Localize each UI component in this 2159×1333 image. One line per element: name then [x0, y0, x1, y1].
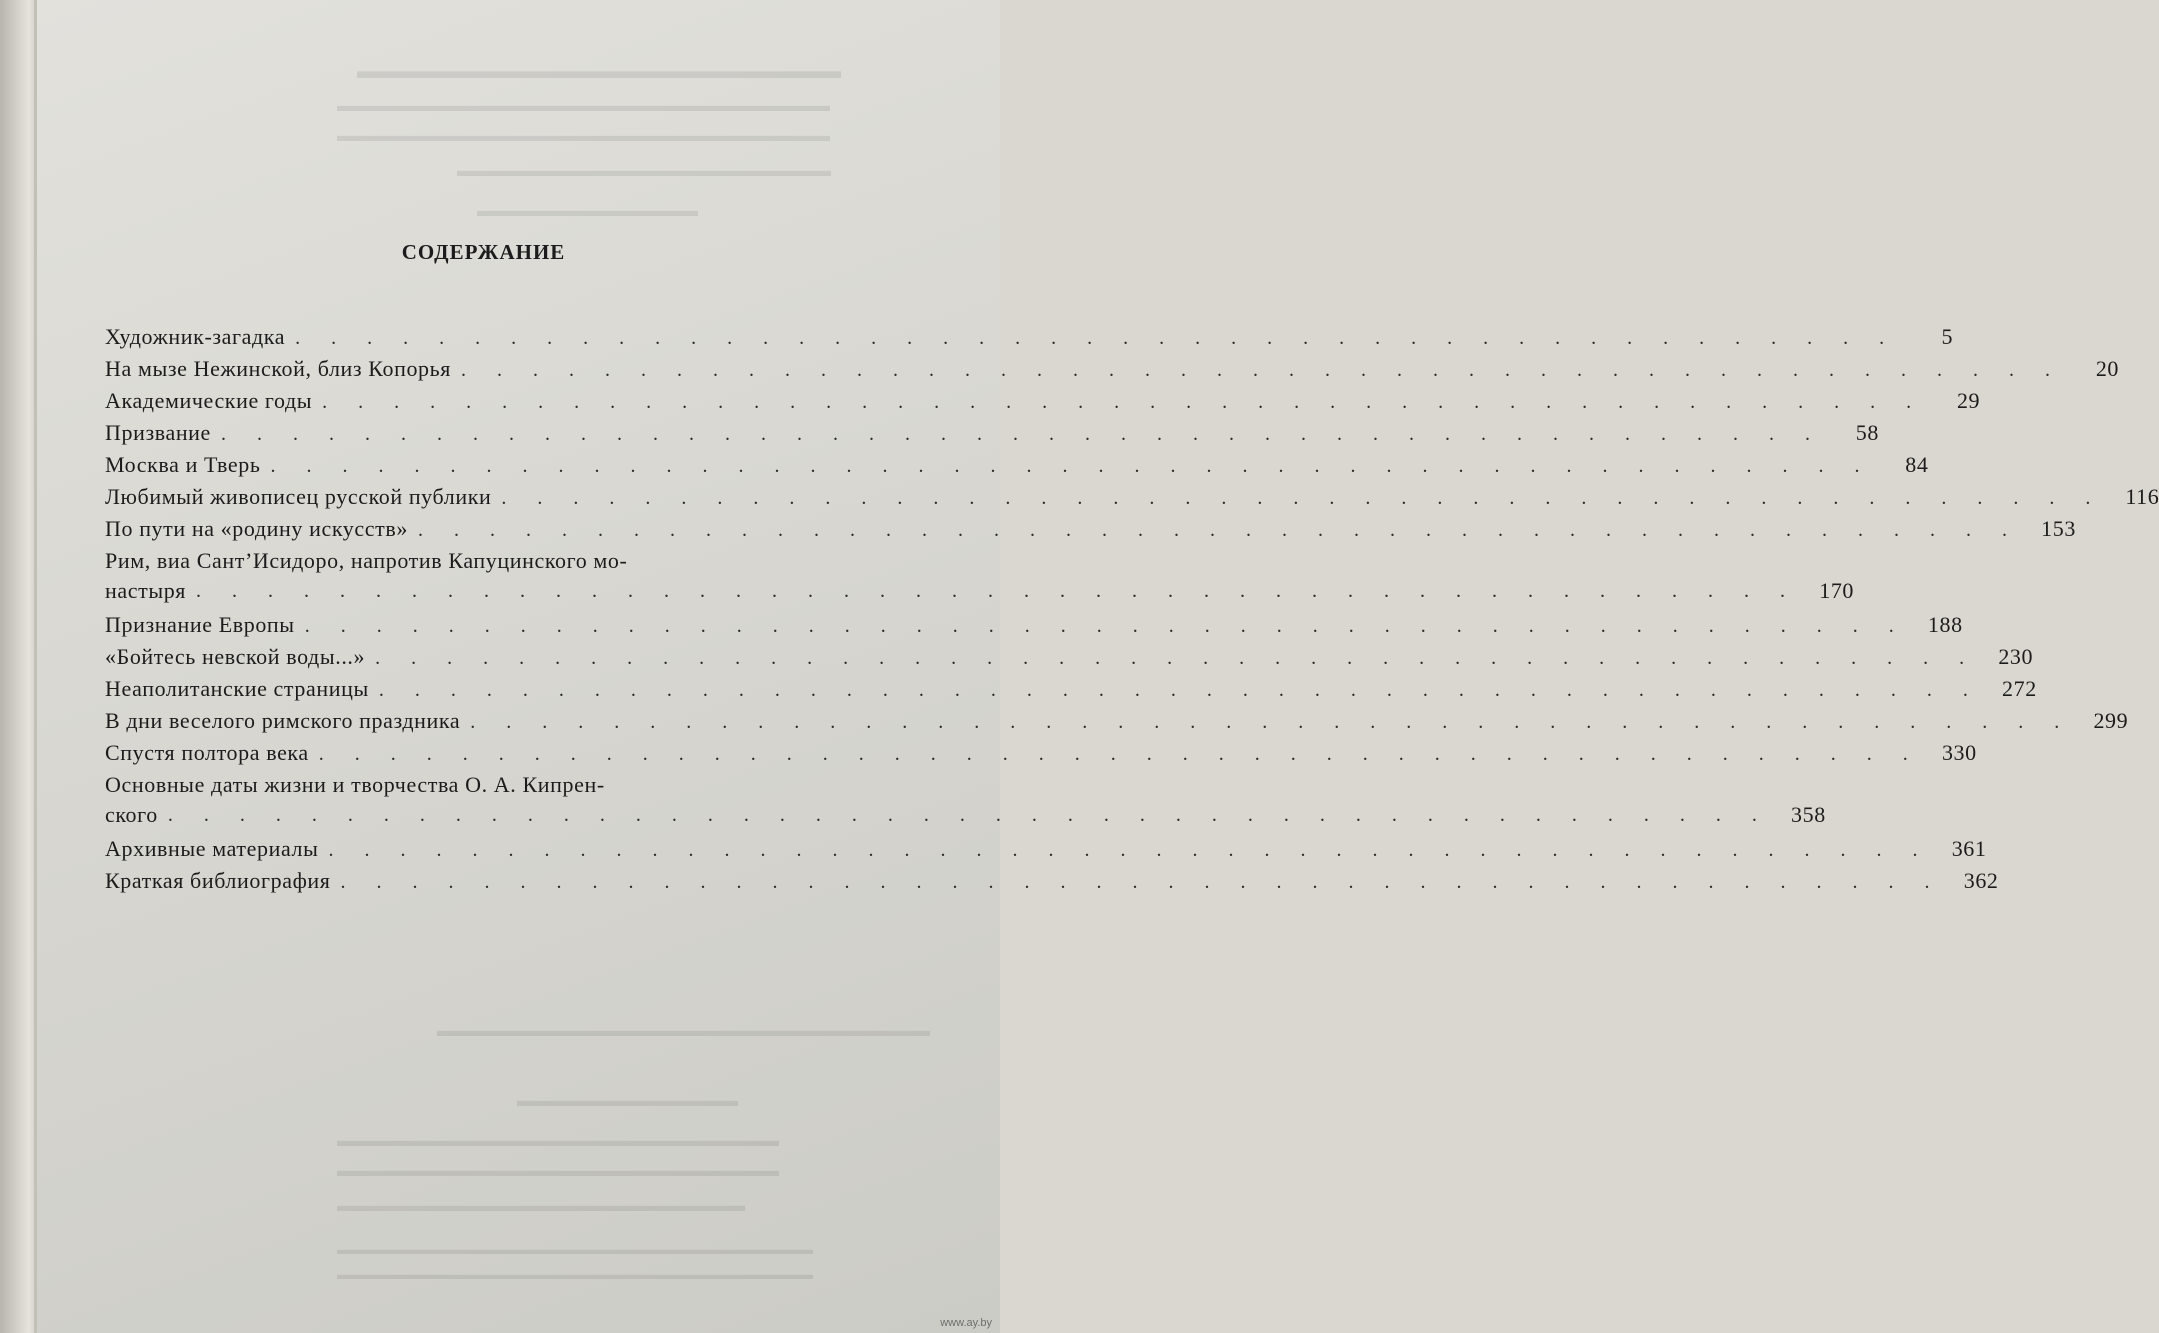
toc-entry-title: Признание Европы [105, 612, 295, 637]
show-through-text: ▬▬▬▬▬▬▬▬▬▬▬▬▬▬▬▬▬▬▬▬▬▬▬▬▬▬▬▬▬▬▬▬▬▬ [337, 1268, 813, 1283]
toc-entry [105, 766, 1826, 830]
toc-entry-title-continued: ского [105, 802, 158, 827]
toc-entry [105, 446, 1929, 478]
toc-dot-leader: . . . . . . . . . . . . . . . . . . . . . . . . . . . . . . . . . . . . . . . . . . . . . [220, 423, 1823, 445]
toc-page-number: 20 [2095, 356, 2120, 381]
toc-page-number: 5 [1941, 324, 1954, 349]
page-title [37, 240, 1000, 265]
toc-page-number: 29 [1956, 388, 1981, 413]
toc-entry [105, 478, 2159, 510]
show-through-text: ▬▬▬▬▬▬▬▬▬▬▬▬▬ [517, 1091, 738, 1110]
toc-entry [105, 638, 2034, 670]
toc-entry-title: Призвание [105, 420, 211, 445]
show-through-text: ▬▬▬▬▬▬▬▬▬▬▬▬▬▬▬▬▬▬▬▬▬▬▬▬▬▬▬▬▬▬▬▬▬▬ [337, 1243, 813, 1258]
toc-page-number: 299 [2093, 708, 2129, 733]
show-through-text: ▬▬▬▬▬▬▬▬▬▬▬▬▬▬▬▬▬▬▬▬▬▬▬▬▬▬▬▬▬ [337, 126, 830, 145]
toc-dot-leader: . . . . . . . . . . . . . . . . . . . . . . . . . . . . . . . . . . . . . . . . . . . . . [304, 615, 1907, 637]
toc-entry-title: Спустя полтора века [105, 740, 309, 765]
toc-entry [105, 350, 2120, 382]
toc-dot-leader: . . . . . . . . . . . . . . . . . . . . . . . . . . . . . . . . . . . . . . . . . . . . . [501, 487, 2104, 509]
show-through-text: ▬▬▬▬▬▬▬▬▬▬▬▬▬▬▬▬▬▬▬▬▬▬▬▬▬▬ [337, 1131, 779, 1150]
toc-entry [105, 862, 1999, 894]
toc-dot-leader: . . . . . . . . . . . . . . . . . . . . . . . . . . . . . . . . . . . . . . . . . . . . . [417, 519, 2020, 541]
toc-dot-leader: . . . . . . . . . . . . . . . . . . . . . . . . . . . . . . . . . . . . . . . . . . . . . [196, 580, 1799, 602]
contents-heading: СОДЕРЖАНИЕ [401, 240, 566, 264]
toc-entry [105, 382, 1981, 414]
toc-dot-leader: . . . . . . . . . . . . . . . . . . . . . . . . . . . . . . . . . . . . . . . . . . . . . [461, 359, 2064, 381]
toc-dot-leader: . . . . . . . . . . . . . . . . . . . . . . . . . . . . . . . . . . . . . . . . . . . . . [322, 391, 1925, 413]
toc-entry-title: Неаполитанские страницы [105, 676, 369, 701]
toc-entry-title: Рим, виа Сант’Исидоро, напротив Капуцинского мо- [105, 548, 628, 573]
toc-entry [105, 606, 1963, 638]
show-through-text: ▬▬▬▬▬▬▬▬▬▬▬▬▬▬▬▬▬▬▬▬▬▬▬▬▬▬▬▬▬ [337, 96, 830, 115]
toc-entry-title: По пути на «родину искусств» [105, 516, 408, 541]
watermark: www.ay.by [940, 1317, 992, 1329]
toc-page-number: 58 [1855, 420, 1879, 445]
toc-entry-title: Художник-загадка [105, 324, 286, 349]
toc-dot-leader: . . . . . . . . . . . . . . . . . . . . . . . . . . . . . . . . . . . . . . . . . . . . . [470, 711, 2073, 733]
toc-entry-title-continued: настыря [105, 578, 187, 603]
toc-dot-leader: . . . . . . . . . . . . . . . . . . . . . . . . . . . . . . . . . . . . . . . . . . . . . [167, 804, 1770, 826]
toc-dot-leader: . . . . . . . . . . . . . . . . . . . . . . . . . . . . . . . . . . . . . . . . . . . . . [340, 871, 1943, 893]
toc-page-number: 153 [2041, 516, 2076, 541]
toc-page-number: 330 [1941, 740, 1977, 765]
show-through-text: ▬▬▬▬▬▬▬▬▬▬▬▬▬ [477, 201, 698, 220]
toc-entry [105, 830, 1987, 862]
show-through-text: ▬▬▬▬▬▬▬▬▬▬▬▬▬▬▬▬▬▬▬▬▬▬ [457, 161, 831, 180]
toc-entry-title: Академические годы [105, 388, 313, 413]
show-through-text: ▬▬▬▬▬▬▬▬▬▬▬▬▬▬▬▬▬▬▬▬▬▬▬▬▬▬▬▬▬ [437, 1021, 930, 1040]
toc-entry-title: Архивные материалы [105, 836, 319, 861]
toc-entry [105, 702, 2129, 734]
toc-page-number: 116 [2125, 484, 2159, 509]
toc-entry [105, 510, 2076, 542]
toc-dot-leader: . . . . . . . . . . . . . . . . . . . . . . . . . . . . . . . . . . . . . . . . . . . . . [295, 327, 1898, 349]
show-through-text: ▬▬▬▬▬▬▬▬▬▬▬▬▬▬▬▬▬▬▬▬▬▬▬▬▬▬ [337, 1161, 779, 1180]
show-through-text: ▬▬▬▬▬▬▬▬▬▬▬▬▬▬▬▬▬▬▬▬▬▬▬▬ [337, 1196, 745, 1215]
toc-entry-title: На мызе Нежинской, близ Копорья [105, 356, 452, 381]
toc-dot-leader: . . . . . . . . . . . . . . . . . . . . . . . . . . . . . . . . . . . . . . . . . . . . . [375, 647, 1978, 669]
toc-page-number: 84 [1905, 452, 1929, 477]
toc-entry [105, 734, 1977, 766]
toc-page-number: 170 [1819, 578, 1855, 603]
toc-page-number: 188 [1927, 612, 1963, 637]
toc-dot-leader: . . . . . . . . . . . . . . . . . . . . . . . . . . . . . . . . . . . . . . . . . . . . . [318, 743, 1921, 765]
toc-dot-leader: . . . . . . . . . . . . . . . . . . . . . . . . . . . . . . . . . . . . . . . . . . . . . [270, 455, 1873, 477]
toc-dot-leader: . . . . . . . . . . . . . . . . . . . . . . . . . . . . . . . . . . . . . . . . . . . . . [378, 679, 1981, 701]
toc-entry-title: Краткая библиография [105, 868, 331, 893]
show-through-text: ▬▬▬▬▬▬▬▬▬▬▬▬▬▬▬▬▬▬▬▬▬▬ [357, 58, 841, 83]
toc-page-number: 230 [1998, 644, 2034, 669]
toc-entry-title: Любимый живописец русской публики [105, 484, 492, 509]
toc-entry [105, 318, 1954, 350]
toc-entry [105, 542, 1855, 606]
toc-entry-title: «Бойтесь невской воды...» [105, 644, 366, 669]
toc-page-number: 358 [1791, 802, 1826, 827]
toc-entry-title: Москва и Тверь [105, 452, 261, 477]
toc-page-number: 272 [2002, 676, 2037, 701]
toc-page-number: 361 [1951, 836, 1987, 861]
toc-entry-title: Основные даты жизни и творчества О. А. Кипрен- [105, 772, 605, 797]
toc-page-number: 362 [1963, 868, 1999, 893]
toc-dot-leader: . . . . . . . . . . . . . . . . . . . . . . . . . . . . . . . . . . . . . . . . . . . . . [328, 839, 1931, 861]
book-page [37, 0, 2159, 1333]
table-of-contents [105, 318, 2159, 894]
toc-entry [105, 414, 1879, 446]
toc-entry-title: В дни веселого римского праздника [105, 708, 461, 733]
book-spine-edge [0, 0, 36, 1333]
toc-entry [105, 670, 2037, 702]
